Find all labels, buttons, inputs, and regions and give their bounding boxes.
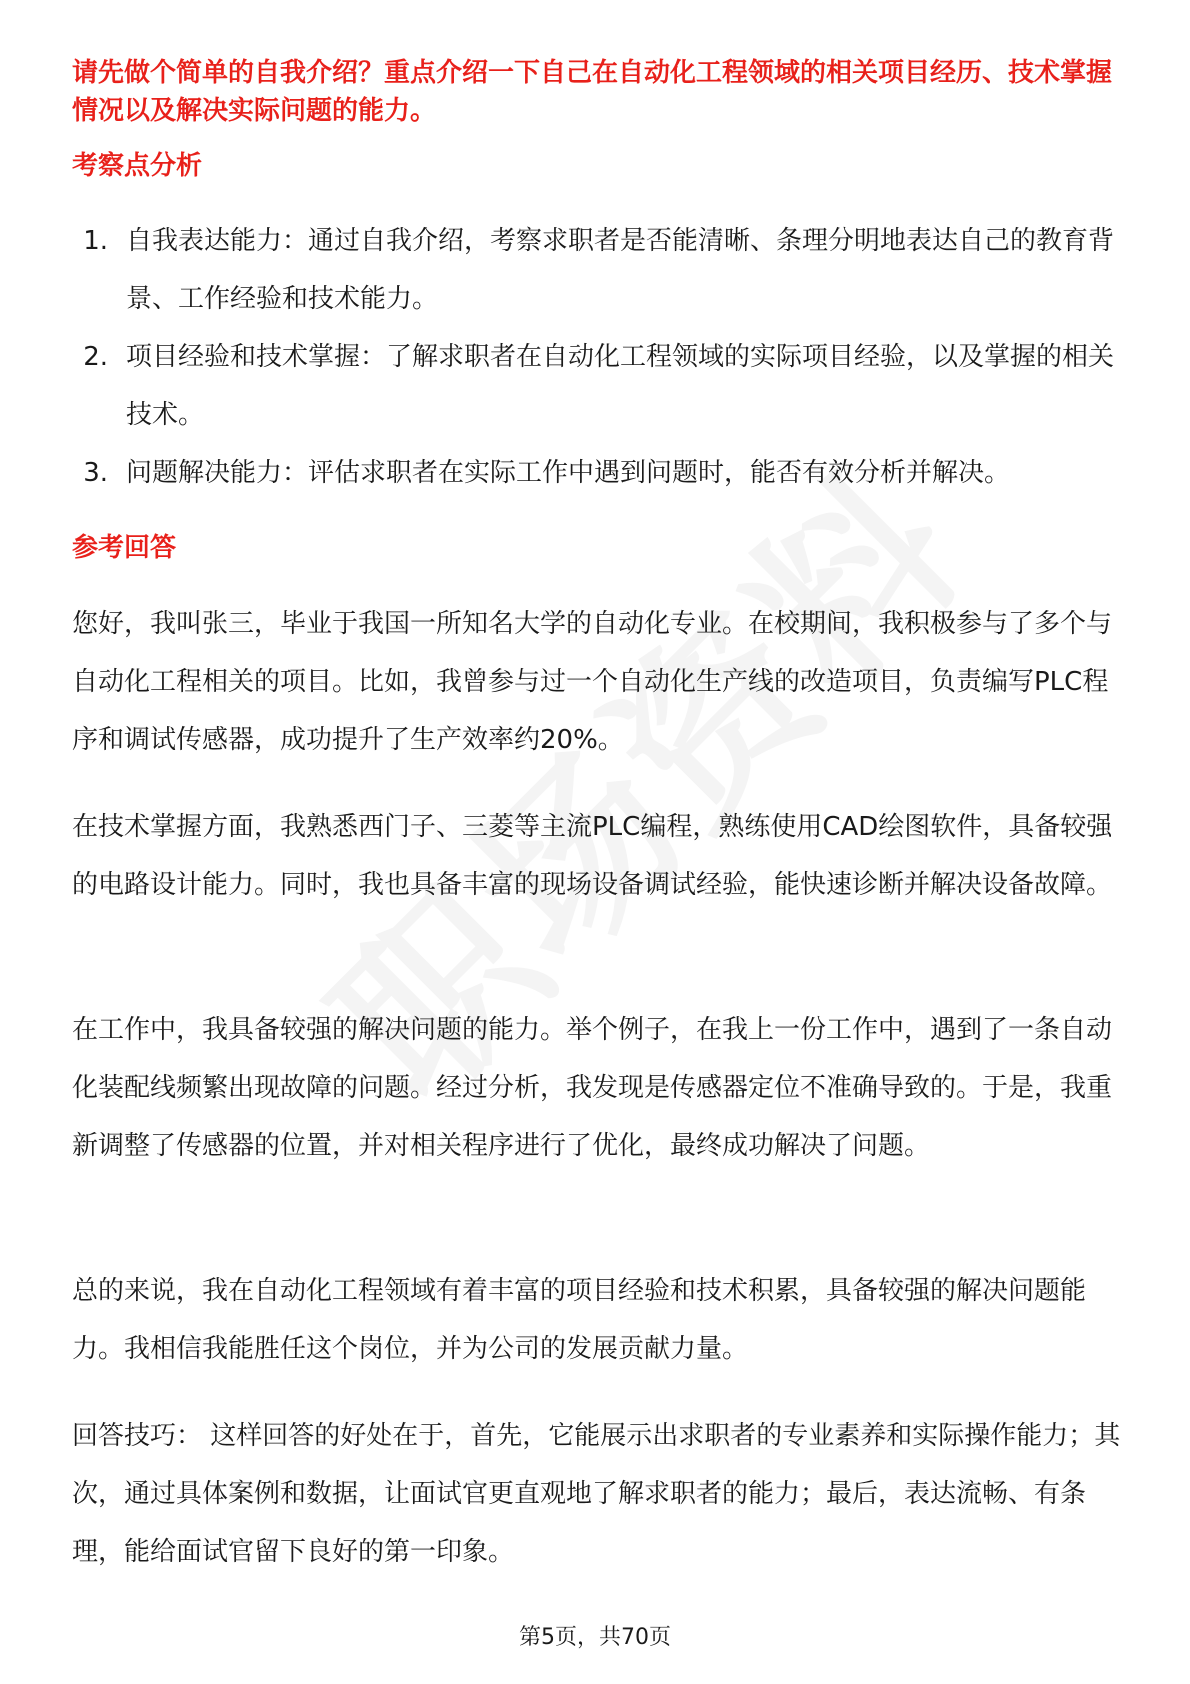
list-item-number: 3. [83, 458, 108, 488]
analysis-section-title: 考察点分析 [72, 151, 203, 181]
question-heading: 请先做个简单的自我介绍？重点介绍一下自己在自动化工程领域的相关项目经历、技术掌握情况以及解决实际问题的能力。 [72, 58, 1113, 126]
list-item-text: 自我表达能力：通过自我介绍，考察求职者是否能清晰、条理分明地表达自己的教育背景、工作经验和技术能力。 [126, 226, 1115, 314]
answer-paragraph-3: 在工作中，我具备较强的解决问题的能力。举个例子，在我上一份工作中，遇到了一条自动化装配线频繁出现故障的问题。经过分析，我发现是传感器定位不准确导致的。于是，我重新调整了传感器的位置，并对相关程序进行了优化，最终成功解决了问题。 [72, 1015, 1113, 1161]
list-item [72, 212, 1122, 328]
list-item-number: 1. [83, 226, 108, 256]
page-number-footer: 第5页，共70页 [519, 1625, 671, 1650]
analysis-point-list [72, 212, 1122, 502]
list-item [72, 444, 1122, 502]
list-item-number: 2. [83, 342, 108, 372]
answer-paragraph-1: 您好，我叫张三，毕业于我国一所知名大学的自动化专业。在校期间，我积极参与了多个与自动化工程相关的项目。比如，我曾参与过一个自动化生产线的改造项目，负责编写PLC程序和调试传感器，成功提升了生产效率约20%。 [72, 609, 1113, 755]
answer-paragraph-2: 在技术掌握方面，我熟悉西门子、三菱等主流PLC编程，熟练使用CAD绘图软件，具备较强的电路设计能力。同时，我也具备丰富的现场设备调试经验，能快速诊断并解决设备故障。 [72, 812, 1113, 900]
list-item-text: 项目经验和技术掌握：了解求职者在自动化工程领域的实际项目经验，以及掌握的相关技术。 [126, 342, 1115, 430]
answer-tips-paragraph: 回答技巧： 这样回答的好处在于，首先，它能展示出求职者的专业素养和实际操作能力；其次，通过具体案例和数据，让面试官更直观地了解求职者的能力；最后，表达流畅、有条理，能给面试官留下良好的第一印象。 [72, 1421, 1121, 1567]
list-item [72, 328, 1122, 444]
list-item-text: 问题解决能力：评估求职者在实际工作中遇到问题时，能否有效分析并解决。 [126, 458, 1011, 488]
answer-paragraph-4: 总的来说，我在自动化工程领域有着丰富的项目经验和技术积累，具备较强的解决问题能力。我相信我能胜任这个岗位，并为公司的发展贡献力量。 [72, 1276, 1087, 1364]
answer-section-title: 参考回答 [72, 533, 177, 563]
